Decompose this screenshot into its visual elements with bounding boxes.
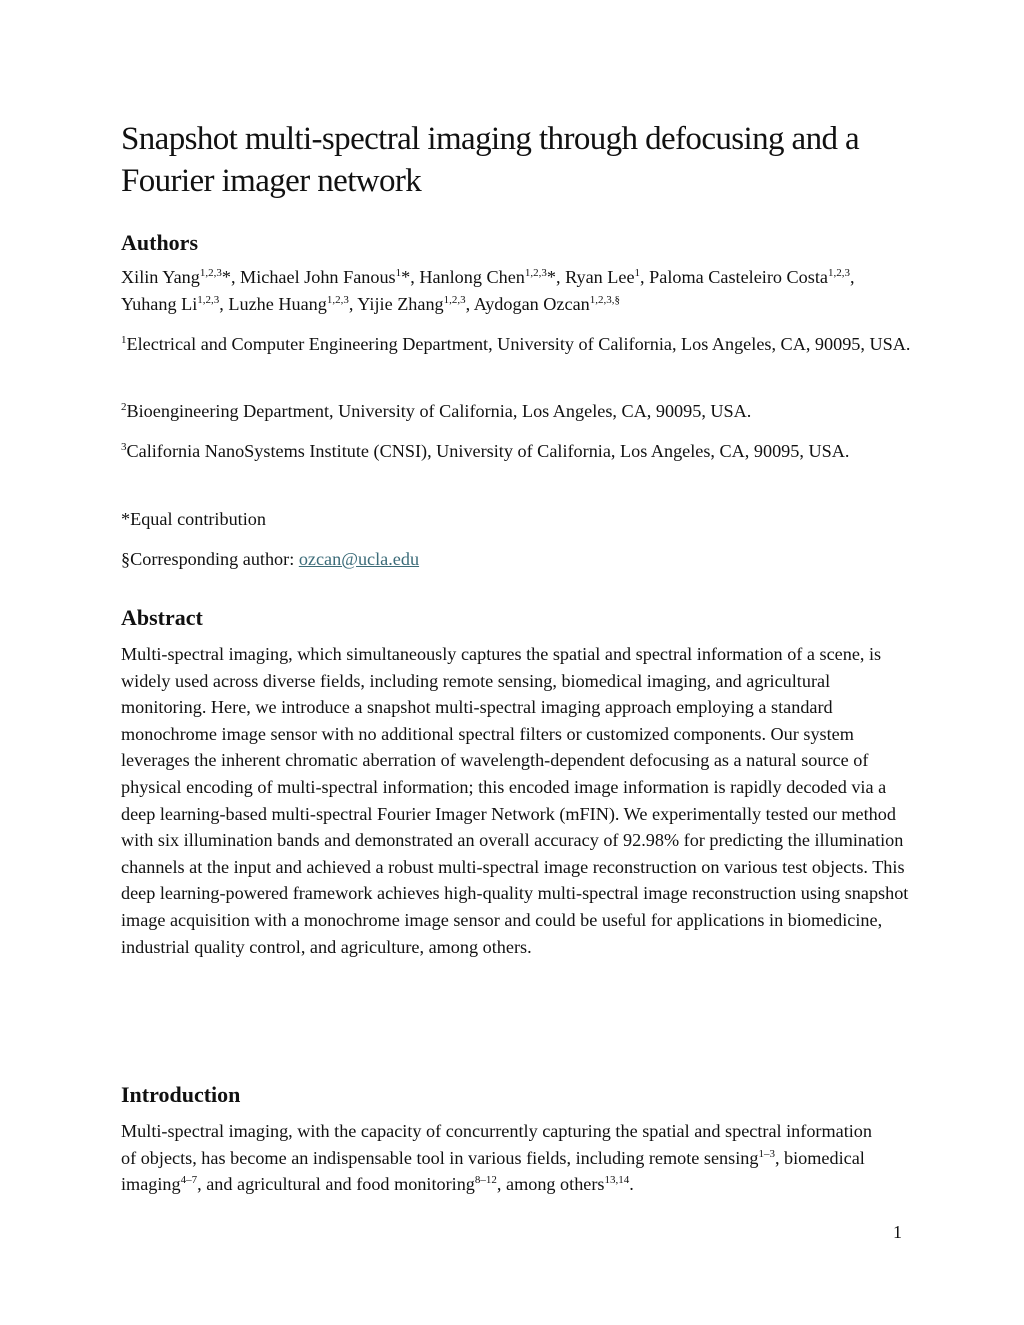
author-list: Xilin Yang$^{1,2,3}$*, Michael John Fanous$^1$*, Hanlong Chen$^{1,2,3}$*, Ryan Lee$^1$, Paloma Casteleiro Costa$^{1,2,3}$, Yuhang Li$^{1,2,3}$, Luzhe Huang$^{1,2,3}$, Yijie Zhang$^{1,2,3}$, Aydogan Ozcan$^{1,2,3,\S}$ bbox=[121, 267, 855, 314]
author-name: Aydogan Ozcan bbox=[473, 293, 590, 314]
corresponding-author-note bbox=[121, 546, 911, 573]
author-name: Ryan Lee bbox=[565, 267, 635, 287]
intro-text: , among others bbox=[496, 1174, 605, 1195]
affiliation-2 bbox=[121, 398, 911, 425]
author-affiliation-marker: 1,2,3 bbox=[199, 267, 222, 279]
author-name: Michael John Fanous bbox=[240, 267, 396, 287]
affiliation-number: 3 bbox=[121, 441, 127, 453]
author-affiliation-marker: 1 bbox=[395, 267, 402, 279]
equal-contribution-mark: * bbox=[401, 267, 411, 287]
citation-marker: 13,14 bbox=[604, 1174, 630, 1187]
corresponding-email-link[interactable]: ozcan@ucla.edu bbox=[298, 549, 420, 569]
affiliation-3 bbox=[121, 438, 911, 465]
equal-contribution-note: *Equal contribution bbox=[121, 509, 266, 529]
author-name: Paloma Casteleiro Costa bbox=[649, 267, 828, 287]
intro-text: , and agricultural and food monitoring bbox=[197, 1174, 475, 1195]
corresponding-author-label: §Corresponding author: bbox=[121, 549, 299, 569]
author-name: Luzhe Huang bbox=[228, 293, 327, 314]
citation-marker: 4–7 bbox=[180, 1174, 198, 1187]
authors-heading: Authors bbox=[121, 230, 199, 255]
equal-contribution-mark: * bbox=[221, 267, 231, 287]
affiliation-text: Electrical and Computer Engineering Department, University of California, Los Angeles, CA, 90095, USA. bbox=[126, 334, 911, 354]
author-affiliation-marker: 1,2,3 bbox=[197, 293, 220, 306]
intro-text: . bbox=[629, 1174, 634, 1195]
affiliation-number: 2 bbox=[121, 401, 127, 413]
intro-text: Multi-spectral imaging, with the capacity of concurrently capturing the spatial and spectral information of objects, has become an indispensable tool in various fields, including remote sensing bbox=[121, 1121, 872, 1168]
author-affiliation-marker: 1,2,3 bbox=[443, 293, 466, 306]
intro-text: , biomedical imaging bbox=[121, 1147, 865, 1195]
author-name: Xilin Yang bbox=[121, 267, 200, 287]
author-name: Yuhang Li bbox=[121, 293, 198, 314]
introduction-body bbox=[121, 1118, 891, 1198]
equal-contribution-mark: * bbox=[546, 267, 556, 287]
author-name: Hanlong Chen bbox=[419, 267, 525, 287]
author-affiliation-marker: 1,2,3 bbox=[326, 293, 349, 306]
affiliation-text: California NanoSystems Institute (CNSI), University of California, Los Angeles, CA, 90095, USA. bbox=[126, 441, 850, 461]
citation-marker: 8–12 bbox=[474, 1174, 497, 1187]
author-name: Yijie Zhang bbox=[357, 293, 444, 314]
author-affiliation-marker: 1 bbox=[634, 267, 641, 279]
abstract-body: Multi-spectral imaging, which simultaneously captures the spatial and spectral information of a scene, is widely used across diverse fields, including remote sensing, biomedical imaging, and agricultural monitoring. Here, we introduce a snapshot multi-spectral imaging approach employing a standard monochrome image sensor with no additional spectral filters or customized components. Our system leverages the inherent chromatic aberration of wavelength-dependent defocusing as a natural source of physical encoding of multi-spectral information; this encoded image information is rapidly decoded via a deep learning-based multi-spectral Fourier Imager Network (mFIN). We experimentally tested our method with six illumination bands and demonstrated an overall accuracy of 92.98% for predicting the illumination channels at the input and achieved a robust multi-spectral image reconstruction on various test objects. This deep learning-powered framework achieves high-quality multi-spectral image reconstruction using snapshot image acquisition with a monochrome image sensor and could be useful for applications in biomedicine, industrial quality control, and agriculture, among others. bbox=[121, 644, 909, 957]
paper-title: Snapshot multi-spectral imaging through defocusing and a Fourier imager network bbox=[121, 121, 860, 199]
author-affiliation-marker: 1,2,3,§ bbox=[589, 293, 620, 306]
affiliation-1 bbox=[121, 331, 911, 358]
citation-marker: 1–3 bbox=[758, 1147, 775, 1160]
abstract-heading: Abstract bbox=[121, 605, 203, 630]
page-number: 1 bbox=[893, 1222, 902, 1242]
author-affiliation-marker: 1,2,3 bbox=[524, 267, 547, 279]
author-affiliation-marker: 1,2,3 bbox=[827, 267, 850, 279]
introduction-heading: Introduction bbox=[121, 1082, 241, 1107]
affiliation-text: Bioengineering Department, University of California, Los Angeles, CA, 90095, USA. bbox=[126, 401, 752, 421]
affiliation-number: 1 bbox=[121, 334, 127, 346]
